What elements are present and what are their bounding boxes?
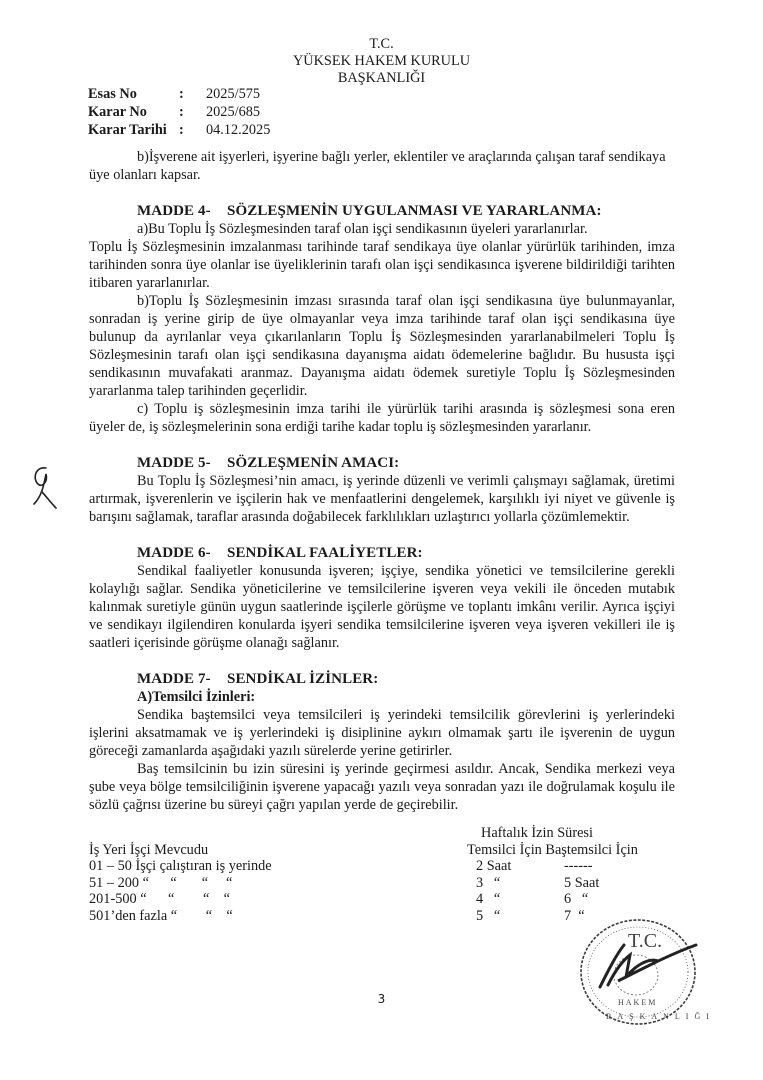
svg-text:HAKEM: HAKEM bbox=[618, 998, 658, 1007]
workforce-cell: 51 – 200 “ “ “ “ bbox=[89, 874, 233, 891]
madde-5-text: Bu Toplu İş Sözleşmesi’nin amacı, iş yerinde düzenli ve verimli çalışmayı sağlamak, üretimi artırmak, işverenlerin ve işçilerin hak ve menfaatlerini dengelemek, karşılıklı iyi niyet ve güvenle iş barışını sağlamak, taraflar arasında doğabilecek farklılıkları uzlaştırıcı yollarla çözümlemektir. bbox=[89, 473, 675, 525]
colon: : bbox=[179, 86, 184, 102]
header-presidency: BAŞKANLIĞI bbox=[337, 70, 426, 86]
madde-4-a-cont: Toplu İş Sözleşmesinin imzalanması tarihinde taraf sendikaya üye olanlar yürürlük tarihinden, imza tarihinden sonra üye olanlar ise üyeliklerinin tarafı olan işçi sendikasınca işverene bildirildiği tarihten itibaren yararlanırlar. bbox=[89, 239, 675, 291]
madde-4-b: b)Toplu İş Sözleşmesinin imzası sırasında taraf olan işçi sendikasına üye bulunmayanlar, sonradan iş yerine girip de üye olmayanlar veya imza tarihinde taraf olan işçi sendikasına üye bulunup da ayrılanlar veya çıkarılanların Toplu İş Sözleşmesinden yararlanabilmeleri Toplu İş Sözleşmesinin tarafı olan işçi sendikasına dayanışma aidatı ödemelerine bağlıdır. Bu hususta işçi sendikasının muvafakati aranmaz. Dayanışma aidatı ödemek suretiyle Toplu İş Sözleşmesinden yararlanma talep tarihinden geçerlidir. bbox=[89, 293, 675, 399]
madde-4-a: a)Bu Toplu İş Sözleşmesinden taraf olan işçi sendikasının üyeleri yararlanırlar. bbox=[137, 221, 588, 237]
workforce-header: İş Yeri İşçi Mevcudu bbox=[89, 841, 209, 858]
bastemsilci-cell: 6 “ bbox=[564, 891, 589, 907]
temsilci-cell: 5 “ bbox=[476, 907, 501, 924]
intro-b-line1: b)İşverene ait işyerleri, işyerine bağlı yerler, eklentiler ve araçlarında çalışan taraf sendikaya bbox=[137, 149, 666, 165]
madde-6-number: MADDE 6- bbox=[137, 545, 211, 561]
madde-6-heading bbox=[89, 544, 675, 562]
document-body bbox=[89, 148, 675, 814]
stamp-center-text: T.C. bbox=[628, 930, 663, 952]
madde-6-text: Sendikal faaliyetler konusunda işveren; işçiye, sendika yönetici ve temsilcilerine gerekli kolaylığı sağlar. Sendika yöneticilerine ve temsilcilerine işveren veya vekili ile önceden mutabık kalınmak suretiyle günün uygun saatlerinde işçilerle görüşme ve toplantı imkânı verilir. Ayrıca işçiyi ve sendikayı ilgilendiren konularda işyeri sendika temsilcilerine işveren veya işveren vekilleri ile iş saatleri içerisinde görüşme olanağı sağlanır. bbox=[89, 563, 675, 651]
table-row bbox=[89, 858, 689, 875]
document-header bbox=[0, 36, 763, 87]
karar-tarihi-value: 04.12.2025 bbox=[206, 122, 271, 138]
madde-4-number: MADDE 4- bbox=[137, 203, 211, 219]
madde-7-number: MADDE 7- bbox=[137, 671, 211, 687]
colon: : bbox=[179, 104, 184, 120]
madde-5-title: SÖZLEŞMENİN AMACI: bbox=[227, 455, 400, 471]
workforce-cell: 01 – 50 İşçi çalıştıran iş yerinde bbox=[89, 858, 272, 874]
table-row bbox=[89, 875, 689, 892]
karar-row bbox=[88, 103, 270, 121]
margin-initial-signature bbox=[28, 462, 60, 517]
header-tc: T.C. bbox=[369, 36, 394, 52]
haftalik-izin-header: Haftalık İzin Süresi bbox=[481, 825, 593, 841]
izin-table bbox=[89, 825, 689, 924]
esas-label: Esas No bbox=[88, 86, 137, 102]
madde-7-heading bbox=[89, 670, 675, 688]
seal-icon bbox=[578, 915, 715, 1030]
madde-7-p2: Baş temsilcinin bu izin süresini iş yerinde geçirmesi asıldır. Ancak, Sendika merkezi veya şube veya bölge temsilciliğinin işverene yapacağı yazılı veya sonradan yazı ile doğrulamak koşulu ile sözlü çağrısı üzerine bu süreyi çağrı yapılan yerde de geçirebilir. bbox=[89, 761, 675, 813]
madde-4-title: SÖZLEŞMENİN UYGULANMASI VE YARARLANMA: bbox=[227, 203, 602, 219]
temsilci-cell: 3 “ bbox=[476, 874, 501, 891]
madde-4-heading bbox=[89, 202, 675, 220]
workforce-cell: 201-500 “ “ “ “ bbox=[89, 891, 230, 907]
madde-6-title: SENDİKAL FAALİYETLER: bbox=[227, 545, 423, 561]
workforce-cell: 501’den fazla “ “ “ bbox=[89, 907, 233, 924]
karar-value: 2025/685 bbox=[206, 104, 261, 120]
karar-label: Karar No bbox=[88, 104, 147, 120]
colon: : bbox=[179, 122, 184, 138]
case-metadata bbox=[88, 85, 270, 139]
page-number: 3 bbox=[377, 992, 386, 1006]
bastemsilci-cell: 5 Saat bbox=[564, 874, 600, 891]
madde-7-p1: Sendika baştemsilci veya temsilcileri iş yerindeki temsilcilik görevlerini iş yerlerindeki işlerini aksatmamak ve iş yerlerindeki iş disiplinine aykırı olmamak şartı ile işverenin de uygun göreceği zamanlarda aşağıdaki yazılı sürelerde yerine getirirler. bbox=[89, 707, 675, 759]
svg-text:BAŞKANLIĞI: BAŞKANLIĞI bbox=[606, 1012, 715, 1021]
bastemsilci-cell: ------ bbox=[564, 858, 593, 874]
table-row bbox=[89, 891, 689, 908]
esas-value: 2025/575 bbox=[206, 86, 261, 102]
izin-table-top-header bbox=[89, 825, 689, 842]
karar-tarihi-row bbox=[88, 121, 270, 139]
temsilci-bastemsilci-header: Temsilci İçin Baştemsilci İçin bbox=[467, 841, 638, 858]
madde-4-c: c) Toplu iş sözleşmesinin imza tarihi ile yürürlük tarihi arasında iş sözleşmesi sona eren üyeler de, iş sözleşmelerinin sona erdiği tarihe kadar toplu iş sözleşmesinden yararlanır. bbox=[89, 401, 675, 435]
izin-table-header-row bbox=[89, 842, 689, 859]
official-stamp bbox=[578, 915, 715, 1035]
karar-tarihi-label: Karar Tarihi bbox=[88, 122, 167, 138]
temsilci-cell: 2 Saat bbox=[476, 858, 512, 874]
bastemsilci-cell: 7 “ bbox=[564, 907, 585, 924]
madde-7-title: SENDİKAL İZİNLER: bbox=[227, 671, 379, 687]
esas-row bbox=[88, 85, 270, 103]
madde-5-number: MADDE 5- bbox=[137, 455, 211, 471]
madde-5-heading bbox=[89, 454, 675, 472]
header-institution: YÜKSEK HAKEM KURULU bbox=[292, 53, 471, 69]
temsilci-cell: 4 “ bbox=[476, 891, 501, 907]
intro-b-line2: üye olanları kapsar. bbox=[89, 167, 201, 183]
initial-signature-icon bbox=[28, 462, 60, 512]
madde-7-subheading: A)Temsilci İzinleri: bbox=[137, 689, 256, 705]
